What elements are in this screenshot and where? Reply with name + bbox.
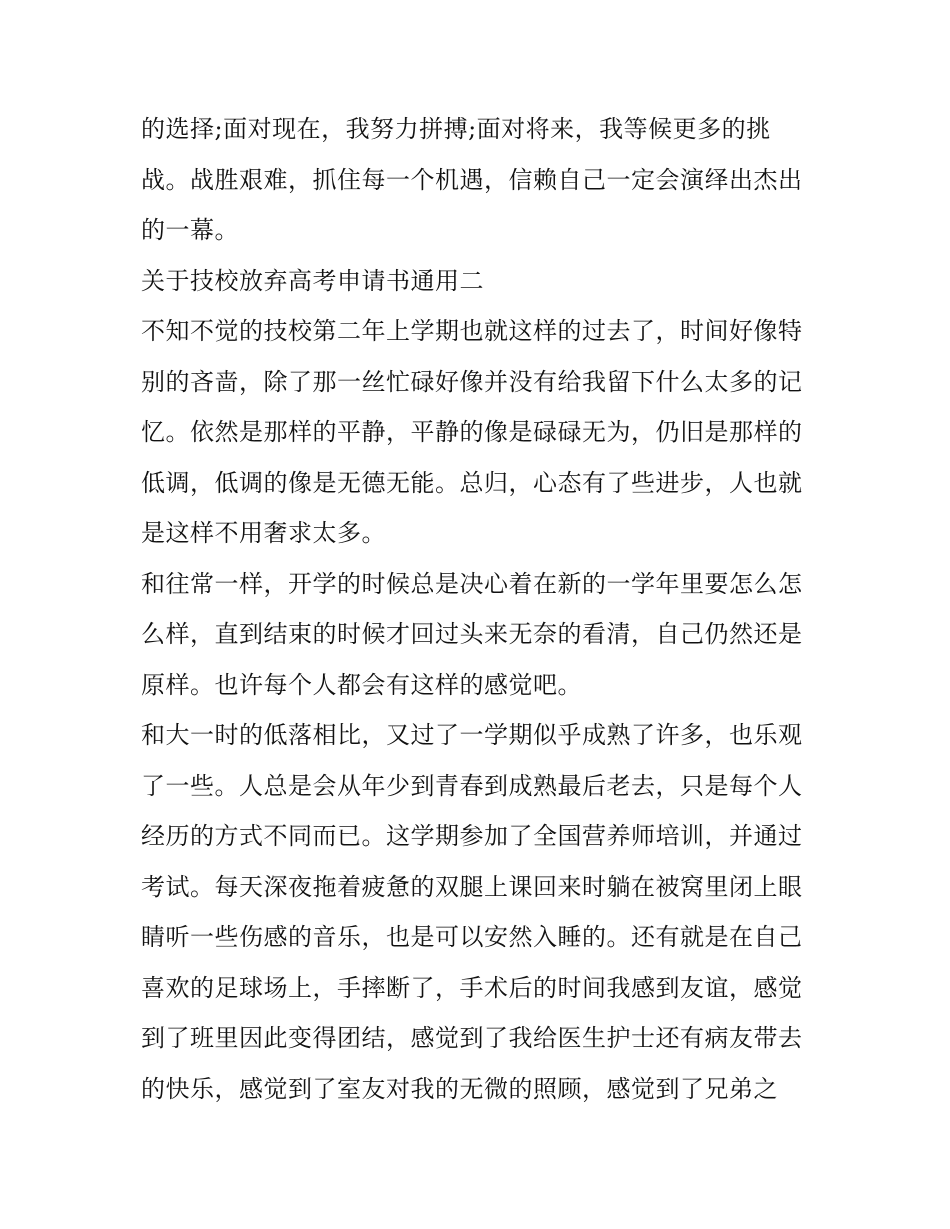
text-line: 睛听一些伤感的音乐，也是可以安然入睡的。还有就是在自己 <box>141 923 803 951</box>
text-line: 是这样不用奢求太多。 <box>141 519 386 547</box>
text-line: 的快乐，感觉到了室友对我的无微的照顾，感觉到了兄弟之 <box>141 1074 778 1103</box>
section-heading: 关于技校放弃高考申请书通用二 <box>141 266 484 295</box>
text-line: 喜欢的足球场上，手摔断了，手术后的时间我感到友谊，感觉 <box>141 973 803 1002</box>
text-line: 原样。也许每个人都会有这样的感觉吧。 <box>141 670 582 699</box>
text-line: 和往常一样，开学的时候总是决心着在新的一学年里要怎么怎 <box>141 569 803 598</box>
text-line: 和大一时的低落相比，又过了一学期似乎成熟了许多，也乐观 <box>141 721 803 749</box>
text-line: 么样，直到结束的时候才回过头来无奈的看清，自己仍然还是 <box>141 620 803 648</box>
document-body <box>141 111 821 1121</box>
text-line: 了一些。人总是会从年少到青春到成熟最后老去，只是每个人 <box>141 771 803 800</box>
text-line: 别的吝啬，除了那一丝忙碌好像并没有给我留下什么太多的记 <box>141 367 803 396</box>
text-line: 经历的方式不同而已。这学期参加了全国营养师培训，并通过 <box>141 822 803 850</box>
text-line: 的选择;面对现在，我努力拼搏;面对将来，我等候更多的挑 <box>141 115 771 143</box>
text-line: 的一幕。 <box>141 216 239 244</box>
text-line: 忆。依然是那样的平静，平静的像是碌碌无为，仍旧是那样的 <box>141 418 803 446</box>
text-line: 战。战胜艰难，抓住每一个机遇，信赖自己一定会演绎出杰出 <box>141 165 803 194</box>
text-line: 低调，低调的像是无德无能。总归，心态有了些进步，人也就 <box>141 468 803 497</box>
text-line: 不知不觉的技校第二年上学期也就这样的过去了，时间好像特 <box>141 317 803 345</box>
text-line: 考试。每天深夜拖着疲惫的双腿上课回来时躺在被窝里闭上眼 <box>141 872 803 901</box>
text-line: 到了班里因此变得团结，感觉到了我给医生护士还有病友带去 <box>141 1024 803 1052</box>
